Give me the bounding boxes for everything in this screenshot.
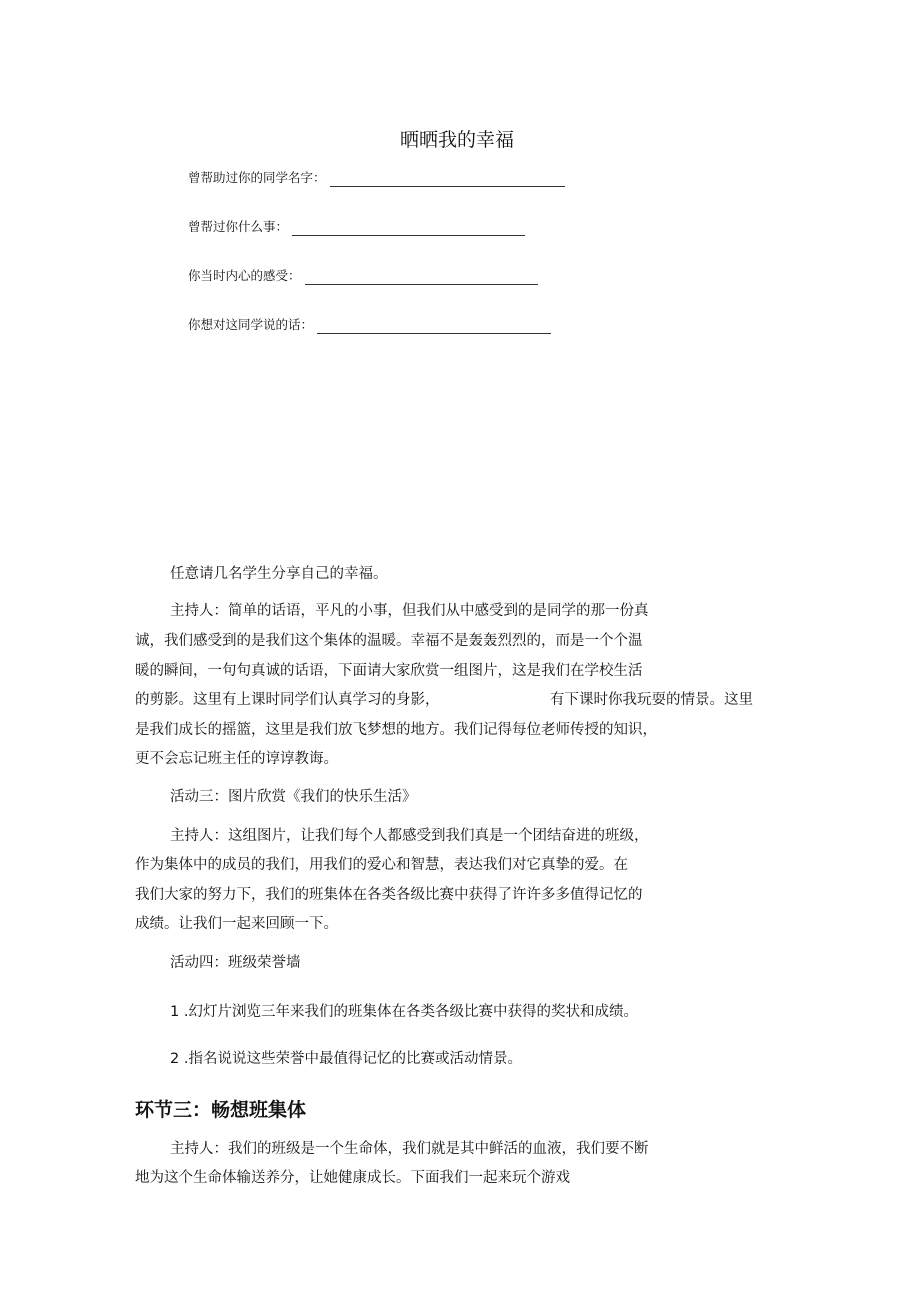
- paragraph-line: 有下课时你我玩耍的情景。这里: [550, 692, 753, 708]
- paragraph-line: 暖的瞬间，一句句真诚的话语，下面请大家欣赏一组图片，这是我们在学校生活: [135, 663, 643, 679]
- paragraph-line: 诚，我们感受到的是我们这个集体的温暖。幸福不是轰轰烈烈的，而是一个个温: [135, 633, 643, 649]
- fill-in-line[interactable]: [317, 321, 551, 334]
- form-label: 你想对这同学说的话：: [188, 317, 314, 332]
- paragraph-line: 主持人：这组图片，让我们每个人都感受到我们真是一个团结奋进的班级，: [170, 828, 649, 844]
- section-heading: 环节三：畅想班集体: [135, 1099, 307, 1121]
- paragraph-line: 是我们成长的摇篮，这里是我们放飞梦想的地方。我们记得每位老师传授的知识，: [135, 722, 657, 738]
- fill-in-line[interactable]: [330, 174, 565, 187]
- form-row-what-helped: [188, 218, 525, 236]
- paragraph-line: 主持人：简单的话语，平凡的小事，但我们从中感受到的是同学的那一份真: [170, 603, 649, 619]
- paragraph-line: 更不会忘记班主任的谆谆教诲。: [135, 751, 338, 767]
- form-row-feeling: [188, 267, 538, 285]
- form-label: 你当时内心的感受：: [188, 268, 301, 283]
- list-item: 2 .指名说说这些荣誉中最值得记忆的比赛或活动情景。: [170, 1051, 522, 1067]
- list-item: 1 .幻灯片浏览三年来我们的班集体在各类各级比赛中获得的奖状和成绩。: [170, 1004, 638, 1020]
- paragraph-line: 的剪影。这里有上课时同学们认真学习的身影，: [135, 692, 440, 708]
- fill-in-line[interactable]: [292, 223, 525, 236]
- form-label: 曾帮过你什么事：: [188, 219, 289, 234]
- fill-in-line[interactable]: [305, 272, 538, 285]
- activity-heading: 活动四：班级荣誉墙: [170, 955, 301, 971]
- paragraph-line: 任意请几名学生分享自己的幸福。: [170, 566, 388, 582]
- form-label: 曾帮助过你的同学名字：: [188, 170, 326, 185]
- page-title: 晒晒我的幸福: [399, 129, 514, 151]
- activity-heading: 活动三：图片欣赏《我们的快乐生活》: [170, 789, 417, 805]
- paragraph-line: 成绩。让我们一起来回顾一下。: [135, 916, 338, 932]
- paragraph-line: 地为这个生命体输送养分，让她健康成长。下面我们一起来玩个游戏: [135, 1170, 570, 1186]
- paragraph-line: 主持人：我们的班级是一个生命体，我们就是其中鲜活的血液，我们要不断: [170, 1141, 649, 1157]
- form-row-message: [188, 316, 551, 334]
- paragraph-line: 我们大家的努力下，我们的班集体在各类各级比赛中获得了许许多多值得记忆的: [135, 887, 643, 903]
- paragraph-line: 作为集体中的成员的我们，用我们的爱心和智慧，表达我们对它真挚的爱。在: [135, 857, 628, 873]
- form-row-classmate-name: [188, 169, 565, 187]
